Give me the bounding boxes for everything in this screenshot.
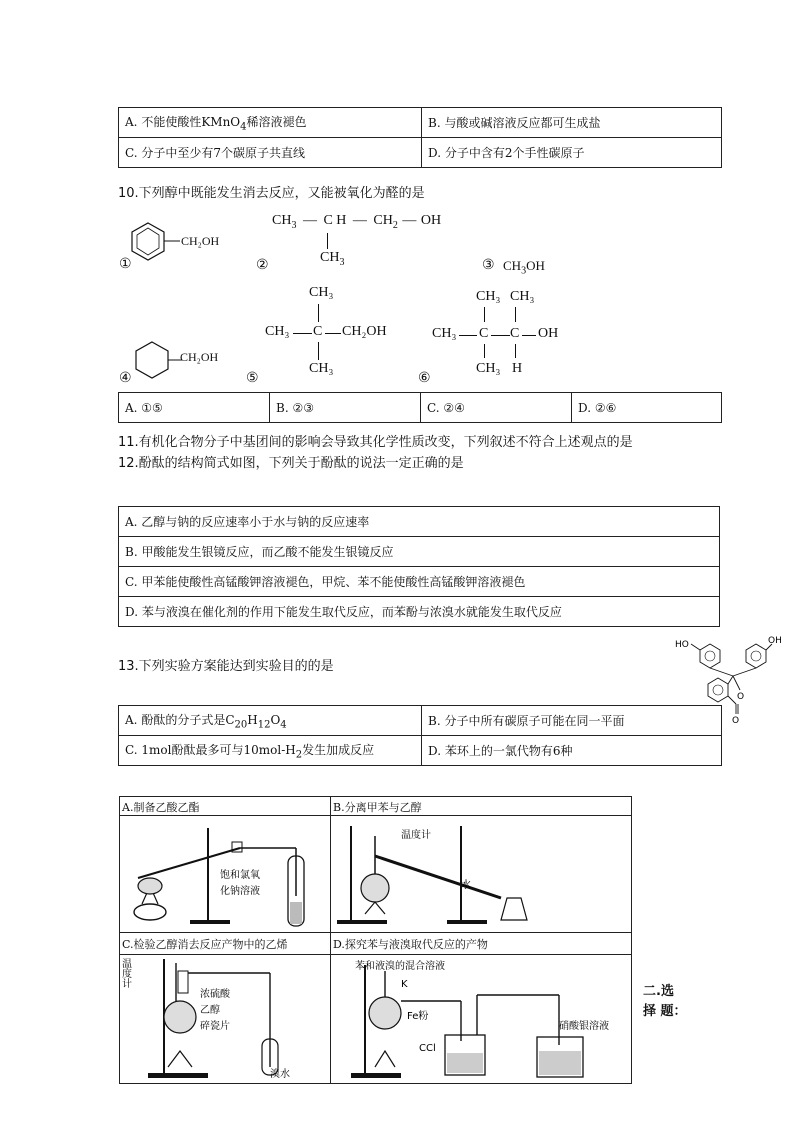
svg-text:饱和氯氧: 饱和氯氧 [220, 870, 260, 881]
s2-vbond [327, 233, 328, 249]
q11-option-d[interactable]: D. 苯与液溴在催化剂的作用下能发生取代反应，而苯酚与浓溴水就能发生取代反应 [119, 597, 720, 627]
q9-option-d[interactable]: D. 分子中含有2个手性碳原子 [422, 138, 722, 168]
q11-option-a[interactable]: A. 乙醇与钠的反应速率小于水与钠的反应速率 [119, 507, 720, 537]
q12-option-a[interactable]: A. 酚酞的分子式是$C_{20}H_{12}O_4$ [119, 706, 422, 736]
svg-text:O: O [732, 716, 740, 726]
s1-ch2oh: CH₂OH [181, 234, 220, 248]
svg-text:乙醇: 乙醇 [200, 1005, 220, 1016]
svg-text:Fe粉: Fe粉 [407, 1011, 429, 1022]
q13-apparatus-grid [119, 796, 632, 1084]
q11-stem: 11.有机化合物分子中基团间的影响会导致其化学性质改变，下列叙述不符合上述观点的是 [118, 435, 633, 450]
q9-option-c[interactable]: C. 分子中至少有7个碳原子共直线 [119, 138, 422, 168]
svg-text:计: 计 [122, 979, 132, 990]
svg-text:硝酸银溶液: 硝酸银溶液 [559, 1021, 609, 1032]
svg-text:CCl: CCl [419, 1043, 436, 1054]
svg-text:溴水: 溴水 [270, 1069, 290, 1080]
svg-text:水: 水 [461, 880, 471, 891]
section2-line2: 择 题： [643, 1004, 687, 1019]
q10-structure-3: $CH_3OH$ [503, 258, 545, 277]
cell-c-apparatus[interactable] [120, 955, 330, 1083]
q12-option-b[interactable]: B. 分子中所有碳原子可能在同一平面 [422, 706, 722, 736]
q11-options-table [118, 506, 720, 627]
cell-c-title: C.检验乙醇消去反应产物中的乙烯 [122, 938, 288, 951]
q9-option-a[interactable]: A. 不能使酸性KMnO$_4$稀溶液褪色 [119, 108, 422, 138]
cyclohexane-ring [136, 342, 168, 378]
svg-text:K: K [401, 979, 408, 990]
svg-text:温度计: 温度计 [401, 830, 431, 841]
q9-options-table [118, 107, 722, 168]
label-5: ⑤ [246, 370, 259, 386]
q10-option-c[interactable]: C. ②④ [421, 393, 572, 423]
svg-text:浓硫酸: 浓硫酸 [200, 989, 230, 1000]
svg-text:度: 度 [122, 969, 132, 980]
q10-option-b[interactable]: B. ②③ [270, 393, 421, 423]
s2-branch: $CH_3$ [320, 250, 345, 268]
cell-b-title: B.分离甲苯与乙醇 [333, 801, 422, 814]
q10-option-a[interactable]: A. ①⑤ [119, 393, 270, 423]
cell-b-apparatus[interactable] [331, 816, 631, 932]
svg-text:化钠溶液: 化钠溶液 [220, 886, 260, 897]
label-3: ③ [482, 257, 495, 273]
svg-text:OH: OH [768, 636, 782, 646]
label-2: ② [256, 257, 269, 273]
svg-text:温: 温 [122, 959, 132, 970]
q11-option-b[interactable]: B. 甲酸能发生银镜反应，而乙酸不能发生银镜反应 [119, 537, 720, 567]
label-6: ⑥ [418, 370, 431, 386]
q10-stem: 10.下列醇中既能发生消去反应，又能被氧化为醛的是 [118, 186, 425, 201]
svg-text:HO: HO [675, 640, 689, 650]
cell-a-apparatus[interactable] [120, 816, 330, 932]
svg-text:碎瓷片: 碎瓷片 [200, 1021, 230, 1032]
s4-ch2oh: CH₂OH [180, 350, 219, 364]
svg-text:苯和液溴的混合溶液: 苯和液溴的混合溶液 [355, 961, 445, 972]
q12-stem: 12.酚酞的结构简式如图，下列关于酚酞的说法一定正确的是 [118, 456, 464, 471]
cell-a-title: A.制备乙酸乙酯 [122, 801, 200, 814]
section2-line1: 二.选 [643, 984, 674, 999]
q13-stem: 13.下列实验方案能达到实验目的的是 [118, 659, 334, 674]
q10-structure-2: $CH_3$ — C H — $CH_2$ — OH [272, 213, 442, 231]
q10-option-d[interactable]: D. ②⑥ [572, 393, 722, 423]
q12-option-c[interactable]: C. 1mol酚酞最多可与$10mol-H_2$发生加成反应 [119, 736, 422, 766]
q12-option-d[interactable]: D. 苯环上的一氯代物有6种 [422, 736, 722, 766]
benzene-inner [137, 228, 159, 255]
label-1: ① [119, 256, 132, 272]
q12-options-table [118, 705, 722, 766]
cell-d-title: D.探究苯与液溴取代反应的产物 [333, 938, 488, 951]
svg-text:O: O [737, 692, 745, 702]
q9-option-b[interactable]: B. 与酸或碱溶液反应都可生成盐 [422, 108, 722, 138]
cell-d-apparatus[interactable] [331, 955, 631, 1083]
q10-options-table [118, 392, 722, 423]
label-4: ④ [119, 370, 132, 386]
q11-option-c[interactable]: C. 甲苯能使酸性高锰酸钾溶液褪色，甲烷、苯不能使酸性高锰酸钾溶液褪色 [119, 567, 720, 597]
